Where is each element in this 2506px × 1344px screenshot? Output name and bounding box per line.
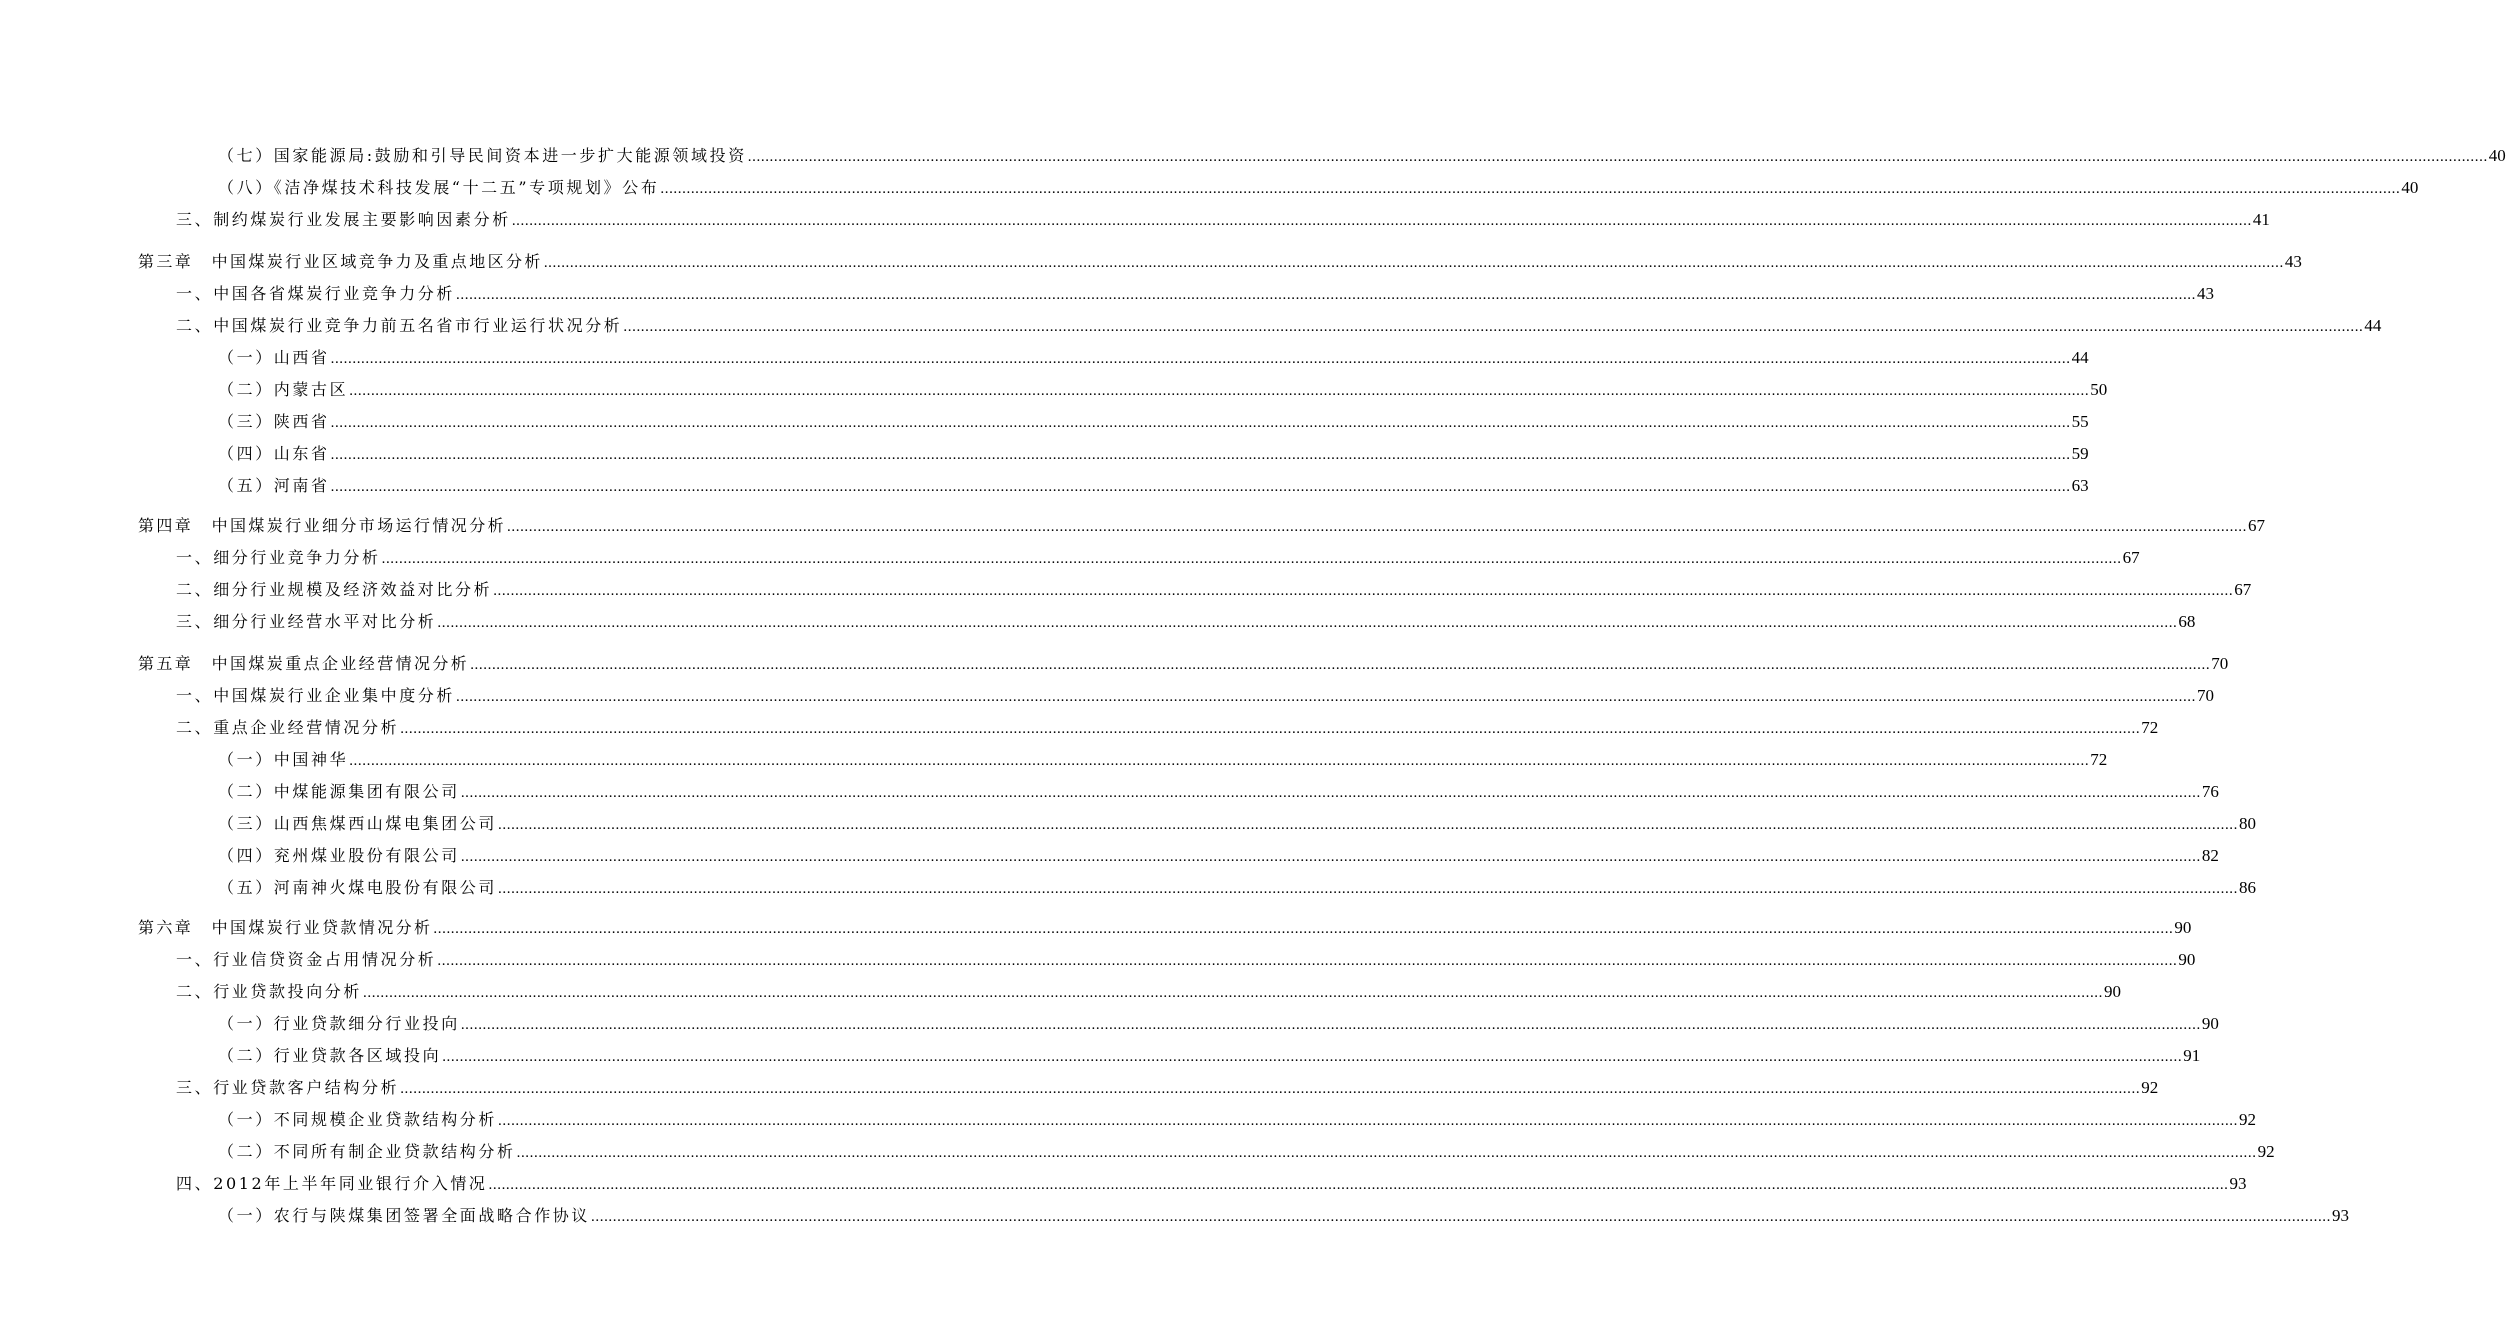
toc-entry-title: 第四章 中国煤炭行业细分市场运行情况分析: [138, 516, 507, 535]
toc-page-number: 92: [2239, 1110, 2257, 1129]
toc-page-number: 41: [2252, 210, 2270, 229]
toc-page-number: 59: [2071, 444, 2089, 463]
dot-leader: ................................................................................................................................................................................................................................................................................................................................................................................................................: [363, 985, 2104, 1001]
toc-subsection-entry[interactable]: [218, 1142, 2275, 1162]
dot-leader: ................................................................................................................................................................................................................................................................................................................................................................................................................: [330, 479, 2071, 495]
toc-page-number: 67: [2248, 516, 2266, 535]
toc-entry-title: （二）内蒙古区: [218, 380, 349, 399]
dot-leader: ................................................................................................................................................................................................................................................................................................................................................................................................................: [747, 149, 2488, 165]
toc-page-number: 93: [2332, 1206, 2350, 1225]
dot-leader: ................................................................................................................................................................................................................................................................................................................................................................................................................: [330, 415, 2071, 431]
toc-section-entry[interactable]: [176, 316, 2382, 336]
toc-entry-title: 四、2012年上半年同业银行介入情况: [176, 1174, 488, 1193]
toc-entry-title: （三）山西焦煤西山煤电集团公司: [218, 814, 498, 833]
dot-leader: ................................................................................................................................................................................................................................................................................................................................................................................................................: [493, 583, 2234, 599]
toc-page-number: 44: [2071, 348, 2089, 367]
toc-entry-title: 一、中国各省煤炭行业竞争力分析: [176, 284, 456, 303]
toc-page-number: 67: [2234, 580, 2252, 599]
toc-section-entry[interactable]: [176, 686, 2215, 706]
toc-page-number: 72: [2141, 718, 2159, 737]
toc-entry-title: 第六章 中国煤炭行业贷款情况分析: [138, 918, 433, 937]
toc-page-number: 82: [2201, 846, 2219, 865]
toc-page-number: 50: [2090, 380, 2108, 399]
dot-leader: ................................................................................................................................................................................................................................................................................................................................................................................................................: [543, 255, 2284, 271]
toc-section-entry[interactable]: [176, 580, 2252, 600]
toc-section-entry[interactable]: [176, 982, 2122, 1002]
dot-leader: ................................................................................................................................................................................................................................................................................................................................................................................................................: [488, 1177, 2229, 1193]
dot-leader: ................................................................................................................................................................................................................................................................................................................................................................................................................: [349, 753, 2090, 769]
toc-subsection-entry[interactable]: [218, 476, 2089, 496]
toc-section-entry[interactable]: [176, 612, 2196, 632]
toc-subsection-entry[interactable]: [218, 1014, 2219, 1034]
toc-page-number: 90: [2104, 982, 2122, 1001]
toc-subsection-entry[interactable]: [218, 878, 2257, 898]
toc-entry-title: 一、细分行业竞争力分析: [176, 548, 381, 567]
toc-page-number: 68: [2178, 612, 2196, 631]
toc-page-number: 90: [2174, 918, 2192, 937]
dot-leader: ................................................................................................................................................................................................................................................................................................................................................................................................................: [330, 447, 2071, 463]
toc-page-number: 72: [2090, 750, 2108, 769]
dot-leader: ................................................................................................................................................................................................................................................................................................................................................................................................................: [437, 615, 2178, 631]
toc-chapter-entry[interactable]: [138, 252, 2302, 272]
toc-subsection-entry[interactable]: [218, 782, 2219, 802]
dot-leader: ................................................................................................................................................................................................................................................................................................................................................................................................................: [460, 785, 2201, 801]
toc-section-entry[interactable]: [176, 284, 2215, 304]
toc-entry-title: （一）中国神华: [218, 750, 349, 769]
toc-page-number: 90: [2201, 1014, 2219, 1033]
toc-entry-title: （四）山东省: [218, 444, 330, 463]
dot-leader: ................................................................................................................................................................................................................................................................................................................................................................................................................: [498, 817, 2239, 833]
toc-subsection-entry[interactable]: [218, 348, 2089, 368]
toc-entry-title: （五）河南神火煤电股份有限公司: [218, 878, 498, 897]
toc-section-entry[interactable]: [176, 950, 2196, 970]
toc-entry-title: 二、重点企业经营情况分析: [176, 718, 400, 737]
dot-leader: ................................................................................................................................................................................................................................................................................................................................................................................................................: [442, 1049, 2183, 1065]
dot-leader: ................................................................................................................................................................................................................................................................................................................................................................................................................: [507, 519, 2248, 535]
toc-entry-title: （一）行业贷款细分行业投向: [218, 1014, 460, 1033]
dot-leader: ................................................................................................................................................................................................................................................................................................................................................................................................................: [660, 181, 2401, 197]
toc-subsection-entry[interactable]: [218, 1046, 2201, 1066]
toc-entry-title: 二、细分行业规模及经济效益对比分析: [176, 580, 493, 599]
toc-page-number: 40: [2401, 178, 2419, 197]
toc-subsection-entry[interactable]: [218, 146, 2506, 166]
dot-leader: ................................................................................................................................................................................................................................................................................................................................................................................................................: [349, 383, 2090, 399]
toc-entry-title: （一）不同规模企业贷款结构分析: [218, 1110, 498, 1129]
toc-page-number: 44: [2364, 316, 2382, 335]
toc-entry-title: （三）陕西省: [218, 412, 330, 431]
toc-page-number: 76: [2201, 782, 2219, 801]
toc-entry-title: （五）河南省: [218, 476, 330, 495]
toc-entry-title: （二）行业贷款各区域投向: [218, 1046, 442, 1065]
toc-page-number: 67: [2122, 548, 2140, 567]
toc-section-entry[interactable]: [176, 1174, 2247, 1194]
toc-page-number: 43: [2284, 252, 2302, 271]
toc-entry-title: 二、中国煤炭行业竞争力前五名省市行业运行状况分析: [176, 316, 623, 335]
toc-subsection-entry[interactable]: [218, 814, 2257, 834]
toc-page-number: 70: [2211, 654, 2229, 673]
toc-section-entry[interactable]: [176, 548, 2140, 568]
toc-page-number: 40: [2488, 146, 2506, 165]
toc-entry-title: 第五章 中国煤炭重点企业经营情况分析: [138, 654, 470, 673]
toc-entry-title: 一、中国煤炭行业企业集中度分析: [176, 686, 456, 705]
dot-leader: ................................................................................................................................................................................................................................................................................................................................................................................................................: [381, 551, 2122, 567]
toc-page-number: 86: [2239, 878, 2257, 897]
toc-subsection-entry[interactable]: [218, 178, 2419, 198]
dot-leader: ................................................................................................................................................................................................................................................................................................................................................................................................................: [498, 1113, 2239, 1129]
toc-entry-title: 二、行业贷款投向分析: [176, 982, 363, 1001]
toc-chapter-entry[interactable]: [138, 516, 2266, 536]
toc-page-number: 43: [2197, 284, 2215, 303]
toc-entry-title: （八）《洁净煤技术科技发展“十二五”专项规划》公布: [218, 178, 660, 197]
dot-leader: ................................................................................................................................................................................................................................................................................................................................................................................................................: [330, 351, 2071, 367]
toc-subsection-entry[interactable]: [218, 1110, 2257, 1130]
dot-leader: ................................................................................................................................................................................................................................................................................................................................................................................................................: [456, 689, 2197, 705]
toc-entry-title: （一）山西省: [218, 348, 330, 367]
dot-leader: ................................................................................................................................................................................................................................................................................................................................................................................................................: [460, 849, 2201, 865]
toc-section-entry[interactable]: [176, 210, 2270, 230]
toc-page-number: 55: [2071, 412, 2089, 431]
toc-subsection-entry[interactable]: [218, 1206, 2350, 1226]
toc-page-number: 91: [2183, 1046, 2201, 1065]
toc-subsection-entry[interactable]: [218, 412, 2089, 432]
toc-page-number: 90: [2178, 950, 2196, 969]
toc-entry-title: （一）农行与陕煤集团签署全面战略合作协议: [218, 1206, 591, 1225]
toc-page-number: 80: [2239, 814, 2257, 833]
dot-leader: ................................................................................................................................................................................................................................................................................................................................................................................................................: [460, 1017, 2201, 1033]
dot-leader: ................................................................................................................................................................................................................................................................................................................................................................................................................: [591, 1209, 2332, 1225]
toc-entry-title: 三、细分行业经营水平对比分析: [176, 612, 437, 631]
dot-leader: ................................................................................................................................................................................................................................................................................................................................................................................................................: [433, 921, 2174, 937]
toc-page-number: 70: [2197, 686, 2215, 705]
dot-leader: ................................................................................................................................................................................................................................................................................................................................................................................................................: [437, 953, 2178, 969]
toc-section-entry[interactable]: [176, 718, 2159, 738]
toc-page-number: 93: [2229, 1174, 2247, 1193]
dot-leader: ................................................................................................................................................................................................................................................................................................................................................................................................................: [623, 319, 2364, 335]
dot-leader: ................................................................................................................................................................................................................................................................................................................................................................................................................: [400, 1081, 2141, 1097]
dot-leader: ................................................................................................................................................................................................................................................................................................................................................................................................................: [400, 721, 2141, 737]
toc-entry-title: （四）兖州煤业股份有限公司: [218, 846, 460, 865]
toc-page-number: 92: [2141, 1078, 2159, 1097]
toc-subsection-entry[interactable]: [218, 846, 2219, 866]
dot-leader: ................................................................................................................................................................................................................................................................................................................................................................................................................: [470, 657, 2211, 673]
toc-subsection-entry[interactable]: [218, 380, 2108, 400]
dot-leader: ................................................................................................................................................................................................................................................................................................................................................................................................................: [498, 881, 2239, 897]
toc-entry-title: （二）不同所有制企业贷款结构分析: [218, 1142, 516, 1161]
toc-subsection-entry[interactable]: [218, 444, 2089, 464]
toc-page-number: 92: [2257, 1142, 2275, 1161]
toc-entry-title: 一、行业信贷资金占用情况分析: [176, 950, 437, 969]
dot-leader: ................................................................................................................................................................................................................................................................................................................................................................................................................: [516, 1145, 2257, 1161]
dot-leader: ................................................................................................................................................................................................................................................................................................................................................................................................................: [456, 287, 2197, 303]
toc-section-entry[interactable]: [176, 1078, 2159, 1098]
toc-entry-title: （二）中煤能源集团有限公司: [218, 782, 460, 801]
toc-entry-title: 三、制约煤炭行业发展主要影响因素分析: [176, 210, 511, 229]
toc-entry-title: （七）国家能源局:鼓励和引导民间资本进一步扩大能源领域投资: [218, 146, 747, 165]
toc-entry-title: 第三章 中国煤炭行业区域竞争力及重点地区分析: [138, 252, 543, 271]
toc-chapter-entry[interactable]: [138, 654, 2229, 674]
dot-leader: ................................................................................................................................................................................................................................................................................................................................................................................................................: [511, 213, 2252, 229]
toc-chapter-entry[interactable]: [138, 918, 2192, 938]
toc-subsection-entry[interactable]: [218, 750, 2108, 770]
toc-entry-title: 三、行业贷款客户结构分析: [176, 1078, 400, 1097]
toc-page-number: 63: [2071, 476, 2089, 495]
